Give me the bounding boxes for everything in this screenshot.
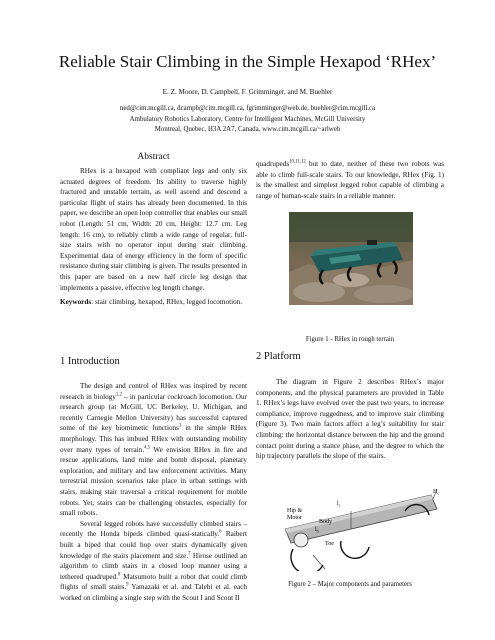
keywords-line — [60, 297, 247, 308]
affiliation-block — [0, 104, 495, 136]
rhex-photo — [289, 212, 413, 305]
rhex-components-diagram — [283, 485, 445, 571]
platform-heading: 2 Platform — [256, 351, 301, 362]
affiliation-lab: Ambulatory Robotics Laboratory, Centre for Intelligent Machines, McGill University — [129, 115, 366, 123]
keywords-text: : stair climbing, hexapod, RHex, legged locomotion. — [91, 298, 243, 306]
intro-body — [60, 381, 247, 603]
platform-text: The diagram in Figure 2 describes RHex’s major components, and the physical parameters are provided in Table 1. RHex’s legs have evolved over the past two years, to increase compliance, improve ruggedness, and to improve stair climbing (Figure 3). Two main factors affect a leg’s suitability for stair climbing: the horizontal distance between the hip and the ground contact point during a stance phase, and the degree to which the hip trajectory parallels the slope of the stairs. — [256, 378, 444, 461]
label-hc: $H_c$ — [433, 489, 440, 496]
figure-1-caption: Figure 1 - RHex in rough terrain — [305, 336, 395, 343]
label-lb: $l_b$ — [315, 527, 319, 534]
affiliation-emails: ned@cim.mcgill.ca, dcampb@cim.mcgill.ca, fgrimminger@web.de, buehler@cim.mcgill.ca — [119, 105, 376, 112]
abstract-body — [60, 166, 247, 293]
intro-paragraph-1: The design and control of RHex was inspired by recent research in biology$^{1,2}$ – in particular cockroach locomotion. Our research group (at McGill, UC Berkeley, U. Michigan, and recently Carnegie Mellon University) has successful captured some of the key biomimetic functions$^3$ in the simple RHex morphology. This has imbued RHex with outstanding mobility over many types of terrain.$^{4,5}$ We envision RHex in fire and rescue applications, land mine and bomb disposal, planetary exploration, and military and law enforcement activities. Many terrestrial mission scenarios take place in urban settings with stairs, making stair traversal a critical requirement for mobile robots. Yet, stairs can be challenging obstacles, especially for small robots. — [60, 382, 247, 518]
keywords-label: Keywords — [60, 298, 92, 306]
figure-2-diagram — [283, 485, 445, 571]
hip-motor-circle — [294, 533, 308, 547]
intro-continuation: quadrupeds$^{10,11,12}$ but to date, neither of these two robots was able to climb full-scale stairs. To our knowledge, RHex (Fig. 1) is the smallest and simplest legged robot capable of climbing a range of human-scale stairs in a reliable manner. — [256, 159, 444, 200]
label-hip-motor-2: Motor — [287, 515, 302, 521]
label-lc: $l_c$ — [337, 501, 341, 508]
abstract-heading: Abstract — [137, 152, 170, 162]
label-body: Body — [319, 519, 333, 525]
affiliation-address: Montreal, Quebec, H3A 2A7, Canada, www.cim.mcgill.ca/~arlweb — [154, 126, 341, 134]
platform-body — [256, 377, 444, 462]
abstract-text: RHex is a hexapod with compliant legs and only six actuated degrees of freedom. Its ability to traverse highly fractured and unstable terrain, as well ascend and descend a particular flight of stairs has already been documented. In this paper, we describe an open loop controller that enables our small robot (Length: 51 cm, Width: 20 cm, Height: 12.7 cm. Leg length: 16 cm), to reliably climb a wide range of regular, full-size stairs with no operator input during stair climbing. Experimental data of energy efficiency in the form of specific resistance during stair climbing is given. The results presented in this paper are based on a new half circle leg design that implements a passive, effective leg length change. — [60, 167, 247, 292]
author-list: E. Z. Moore, D. Campbell, F. Grimminger, and M. Buehler — [162, 88, 333, 96]
paper-title: Reliable Stair Climbing in the Simple Hexapod ‘RHex’ — [58, 52, 437, 71]
intro-heading: 1 Introduction — [60, 356, 120, 367]
intro-paragraph-2: Several legged robots have successfully climbed stairs – recently the Honda bipeds climbed quasi-statically.$^6$ Raibert built a biped that could hop over stairs dynamically given knowledge of the stairs placement and size.$^7$ Hirose outlined an algorithm to climb stairs in a closed loop manner using a tethered quadruped.$^8$ Matsumoto built a robot that could climb flights of small stairs.$^9$ Yamazaki et al. and Talebi et al. each worked on climbing a single step with the Scout I and Scout II — [60, 519, 248, 602]
figure-2-caption: Figure 2 – Major components and parameters — [288, 581, 412, 588]
label-toe: Toe — [325, 541, 334, 547]
label-hip-motor-1: Hip & — [287, 508, 303, 514]
rhex-rough-terrain-image — [289, 212, 413, 305]
